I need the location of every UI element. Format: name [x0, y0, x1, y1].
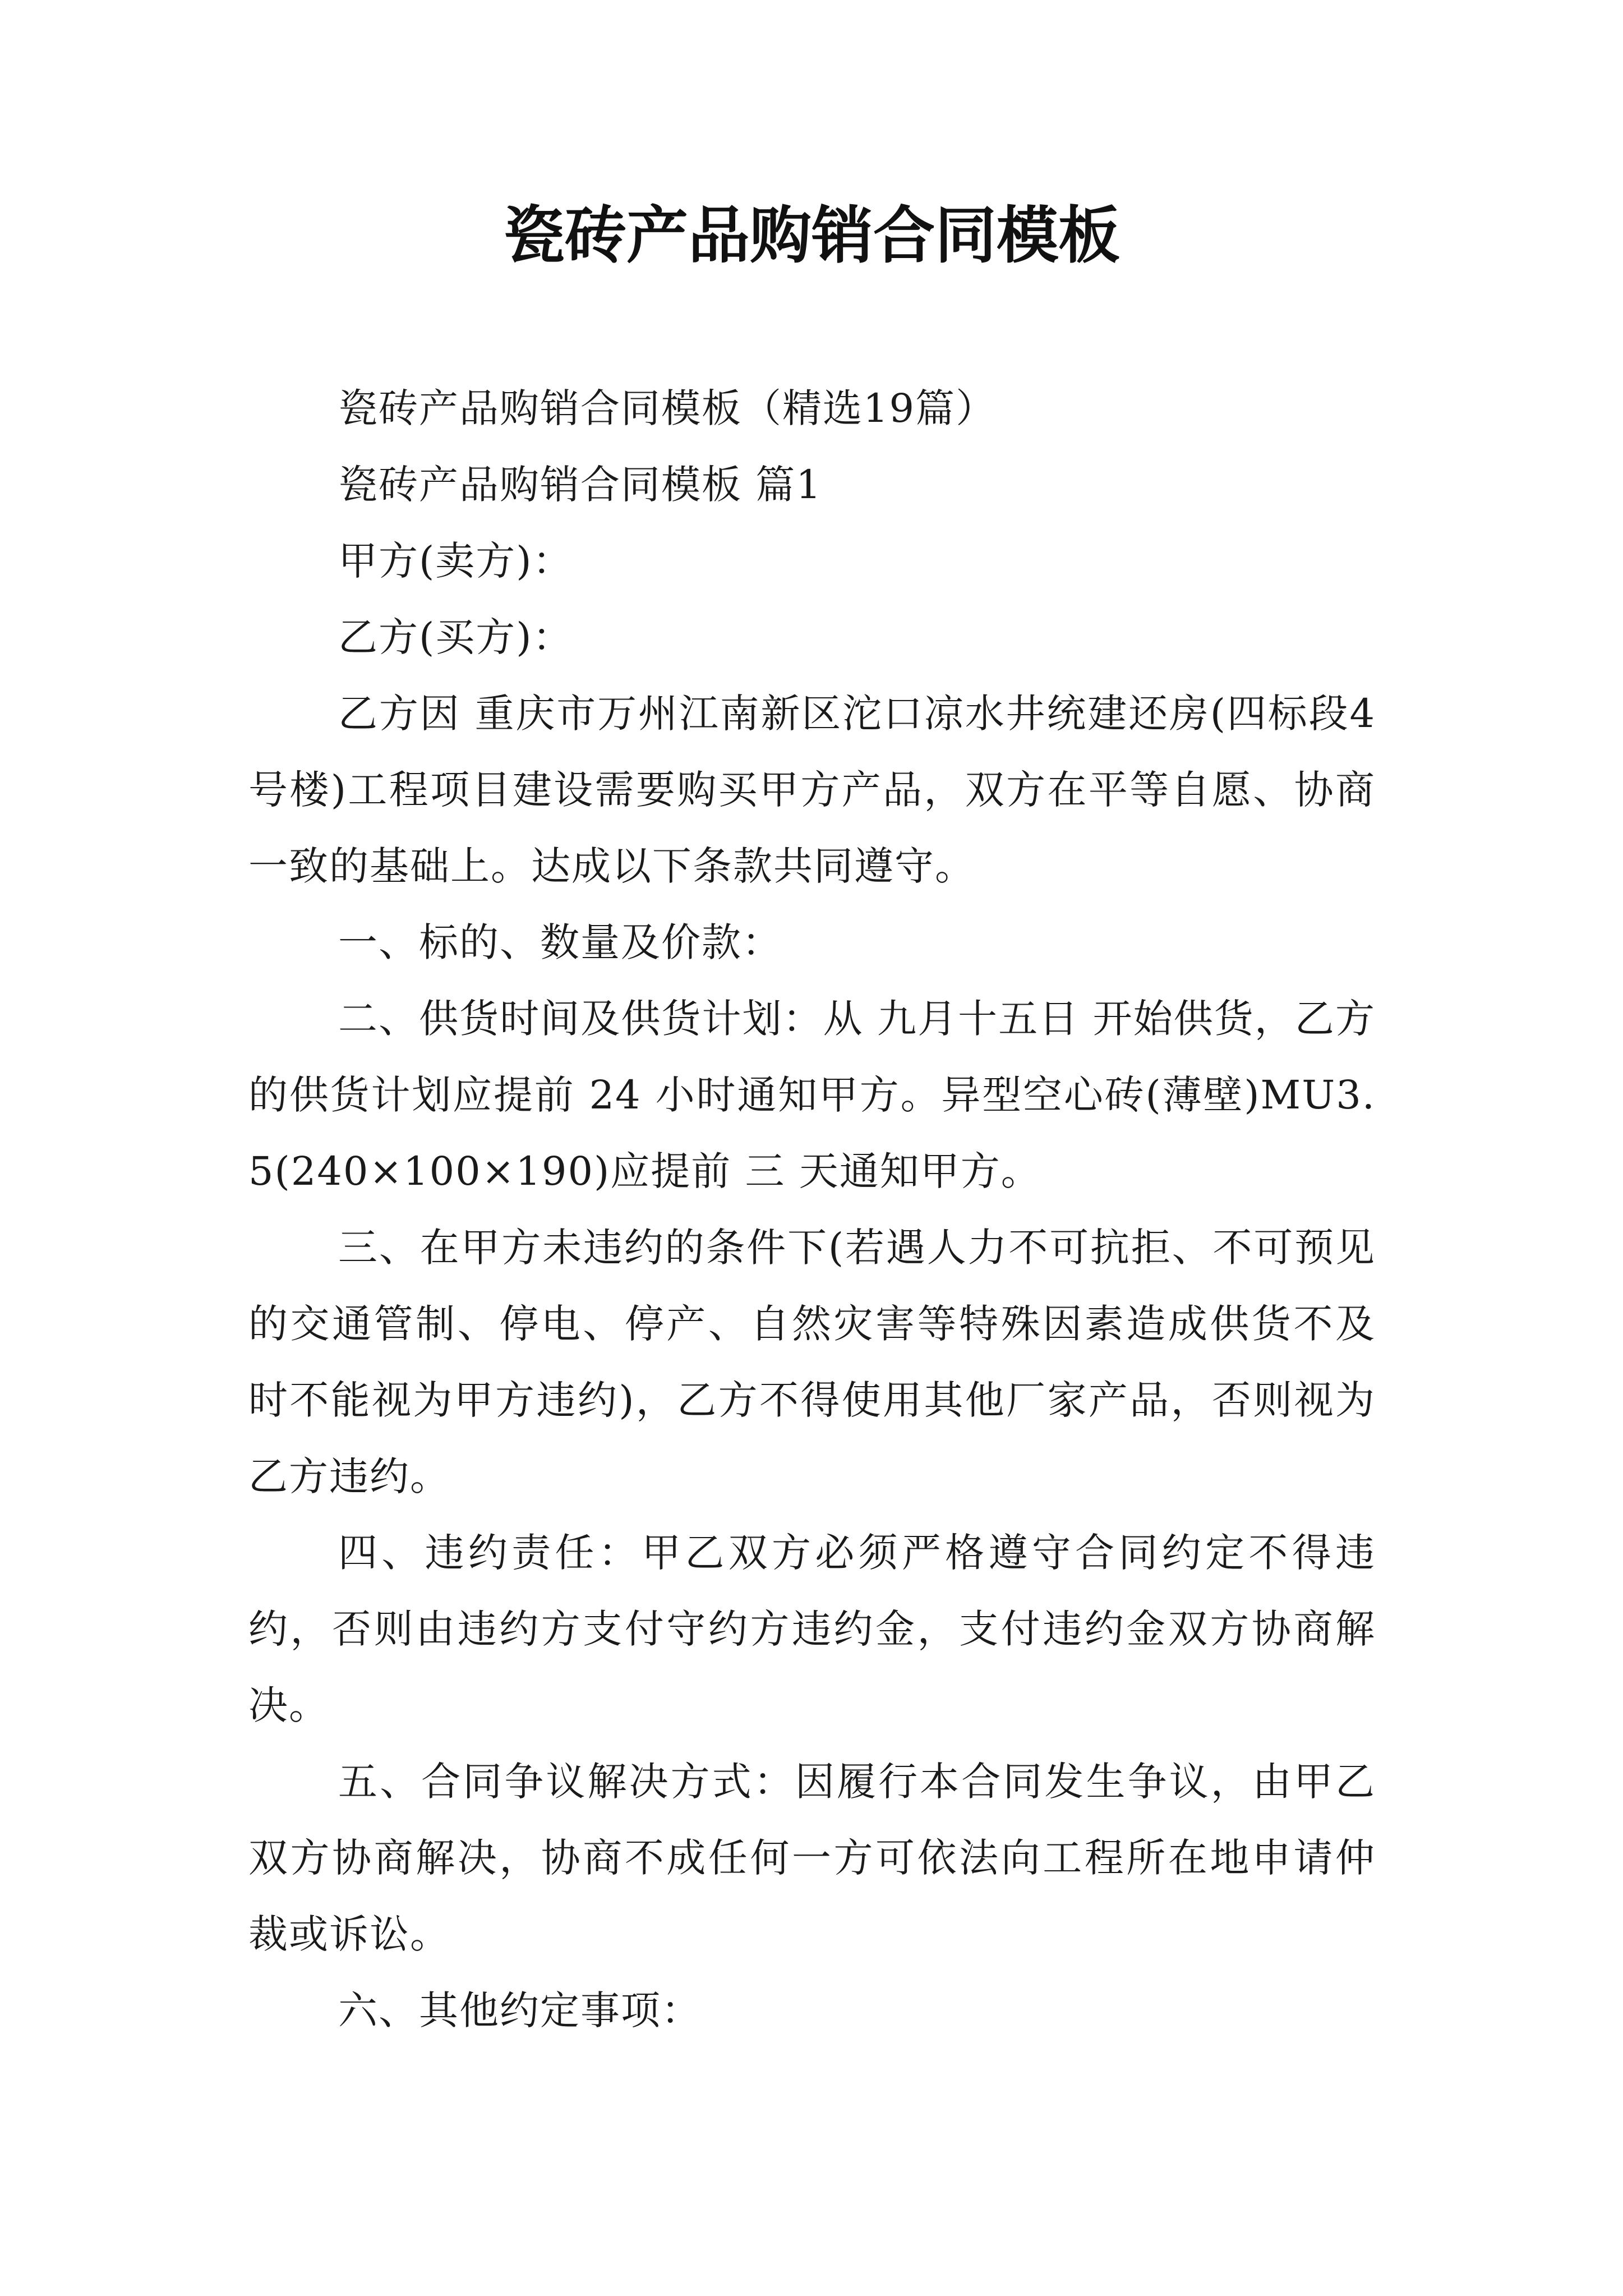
- paragraph-preamble: 乙方因 重庆市万州江南新区沱口凉水井统建还房(四标段4号楼)工程项目建设需要购买甲方产品，双方在平等自愿、协商一致的基础上。达成以下条款共同遵守。: [248, 691, 1376, 889]
- document-title: 瓷砖产品购销合同模板: [503, 199, 1120, 272]
- paragraph-clause-5: 五、合同争议解决方式：因履行本合同发生争议，由甲乙双方协商解决，协商不成任何一方可依法向工程所在地申请仲裁或诉讼。: [248, 1759, 1376, 1957]
- paragraph-clause-4: 四、违约责任：甲乙双方必须严格遵守合同约定不得违约，否则由违约方支付守约方违约金，支付违约金双方协商解决。: [248, 1530, 1376, 1728]
- document-body: [248, 370, 1376, 2049]
- paragraph-subtitle: 瓷砖产品购销合同模板（精选19篇）: [338, 385, 997, 431]
- paragraph-party-b: 乙方(买方)：: [338, 614, 573, 660]
- paragraph-clause-2: 二、供货时间及供货计划：从 九月十五日 开始供货，乙方的供货计划应提前 24 小时通知甲方。异型空心砖(薄壁)MU3.5(240×100×190)应提前 三 天通知甲方。: [248, 996, 1376, 1194]
- paragraph-clause-1: 一、标的、数量及价款：: [338, 919, 782, 965]
- paragraph-clause-3: 三、在甲方未违约的条件下(若遇人力不可抗拒、不可预见的交通管制、停电、停产、自然灾害等特殊因素造成供货不及时不能视为甲方违约)，乙方不得使用其他厂家产品，否则视为乙方违约。: [248, 1225, 1376, 1499]
- paragraph-party-a: 甲方(卖方)：: [338, 538, 573, 584]
- paragraph-section-heading: 瓷砖产品购销合同模板 篇1: [338, 462, 822, 508]
- paragraph-clause-6: 六、其他约定事项：: [338, 1987, 702, 2033]
